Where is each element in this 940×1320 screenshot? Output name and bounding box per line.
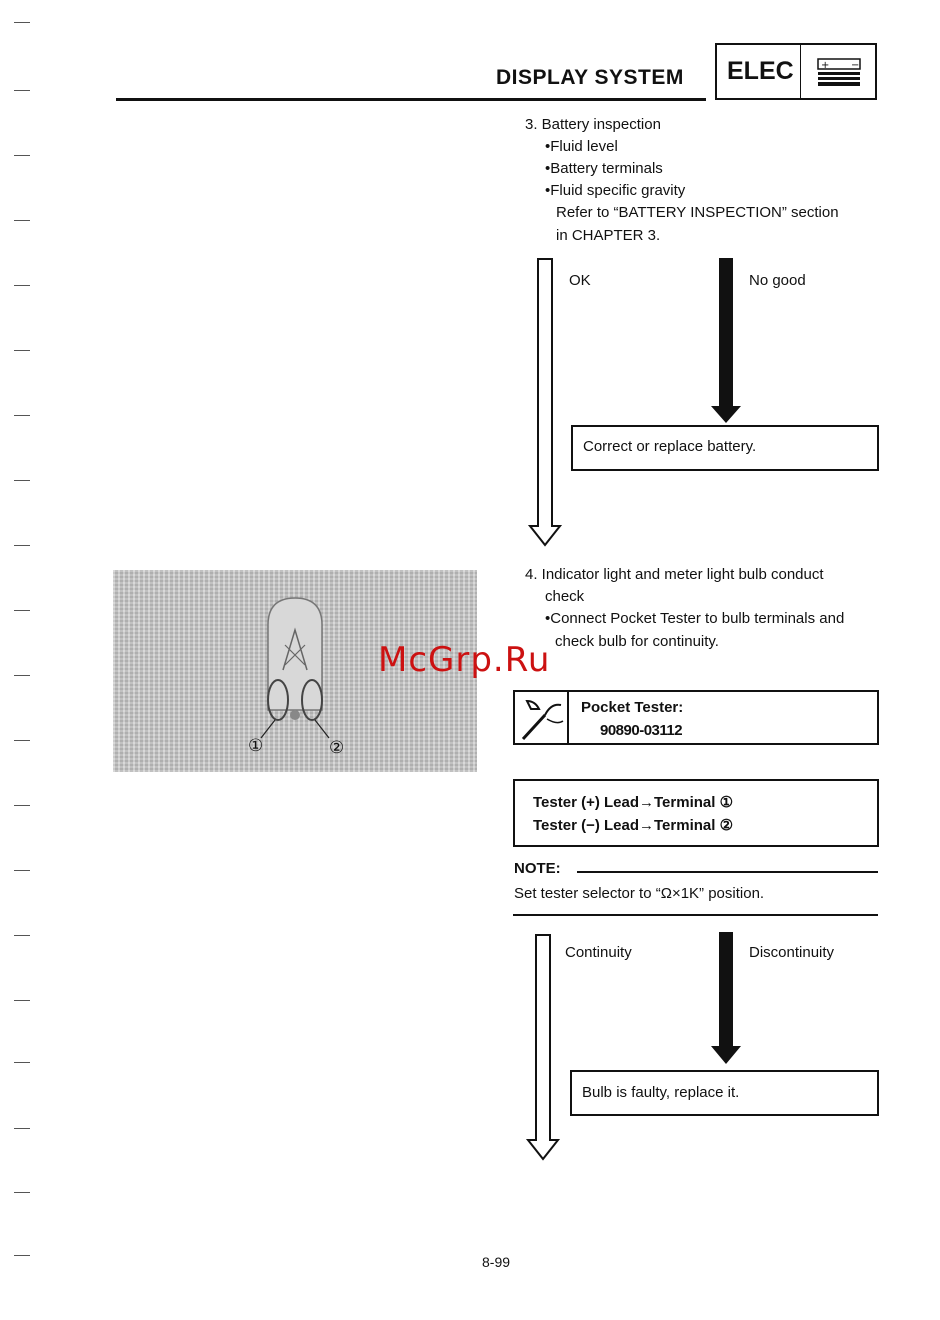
ok-label: OK xyxy=(569,272,591,289)
tester-probe-icon xyxy=(517,695,565,743)
callout-1: ① xyxy=(248,736,264,756)
step4-heading: 4. Indicator light and meter light bulb conduct xyxy=(525,566,824,583)
note-end-rule xyxy=(513,914,878,916)
step3-heading: 3. Battery inspection xyxy=(525,116,661,133)
page-number: 8-99 xyxy=(482,1254,511,1270)
margin-mark xyxy=(14,1000,30,1001)
leads-box xyxy=(513,779,879,847)
ok-arrow xyxy=(526,256,566,550)
step3-bullet: •Fluid specific gravity xyxy=(545,182,686,199)
continuity-label: Continuity xyxy=(565,944,632,961)
step4-bullet: check bulb for continuity. xyxy=(555,633,719,650)
tool-title: Pocket Tester: xyxy=(581,699,684,716)
step3-bullet: •Battery terminals xyxy=(545,160,663,177)
svg-text:+: + xyxy=(821,60,830,71)
chapter-tab-divider xyxy=(800,45,801,98)
margin-mark xyxy=(14,1128,30,1129)
lead-minus: Tester (−) Lead→Terminal ② xyxy=(533,817,734,834)
watermark: McGrp.Ru xyxy=(378,640,551,680)
step4-bullet: •Connect Pocket Tester to bulb terminals and xyxy=(545,610,845,627)
continuity-arrow xyxy=(524,932,564,1164)
step3-refer-line: Refer to “BATTERY INSPECTION” section xyxy=(556,204,839,221)
note-rule xyxy=(577,871,878,873)
note-text: Set tester selector to “Ω×1K” position. xyxy=(514,885,765,902)
margin-mark xyxy=(14,350,30,351)
discontinuity-label: Discontinuity xyxy=(749,944,835,961)
margin-mark xyxy=(14,740,30,741)
discontinuity-arrow xyxy=(706,932,746,1065)
tool-box-divider xyxy=(567,692,569,743)
margin-mark xyxy=(14,935,30,936)
step3-refer-line: in CHAPTER 3. xyxy=(556,227,661,244)
nogood-arrow xyxy=(706,258,746,424)
margin-mark xyxy=(14,610,30,611)
svg-text:−: − xyxy=(851,60,860,71)
margin-mark xyxy=(14,90,30,91)
chapter-code: ELEC xyxy=(727,57,794,85)
bulb-action-box xyxy=(570,1070,879,1116)
battery-action-box xyxy=(571,425,879,471)
header-rule xyxy=(116,98,706,101)
section-title: DISPLAY SYSTEM xyxy=(496,66,684,89)
margin-mark xyxy=(14,870,30,871)
tool-number: 90890-03112 xyxy=(600,722,683,739)
margin-mark xyxy=(14,545,30,546)
battery-icon xyxy=(817,56,861,88)
margin-mark xyxy=(14,22,30,23)
margin-mark xyxy=(14,480,30,481)
step4-heading: check xyxy=(545,588,585,605)
margin-mark xyxy=(14,1255,30,1256)
battery-action-text: Correct or replace battery. xyxy=(583,438,757,455)
callout-2: ② xyxy=(329,738,345,758)
tool-box xyxy=(513,690,879,745)
lead-plus: Tester (+) Lead→Terminal ① xyxy=(533,794,734,811)
margin-mark xyxy=(14,415,30,416)
margin-mark xyxy=(14,1062,30,1063)
note-label: NOTE: xyxy=(514,860,561,877)
step3-bullet: •Fluid level xyxy=(545,138,618,155)
margin-mark xyxy=(14,675,30,676)
margin-mark xyxy=(14,155,30,156)
margin-mark xyxy=(14,220,30,221)
bulb-action-text: Bulb is faulty, replace it. xyxy=(582,1084,740,1101)
margin-mark xyxy=(14,1192,30,1193)
nogood-label: No good xyxy=(749,272,806,289)
margin-mark xyxy=(14,805,30,806)
margin-mark xyxy=(14,285,30,286)
